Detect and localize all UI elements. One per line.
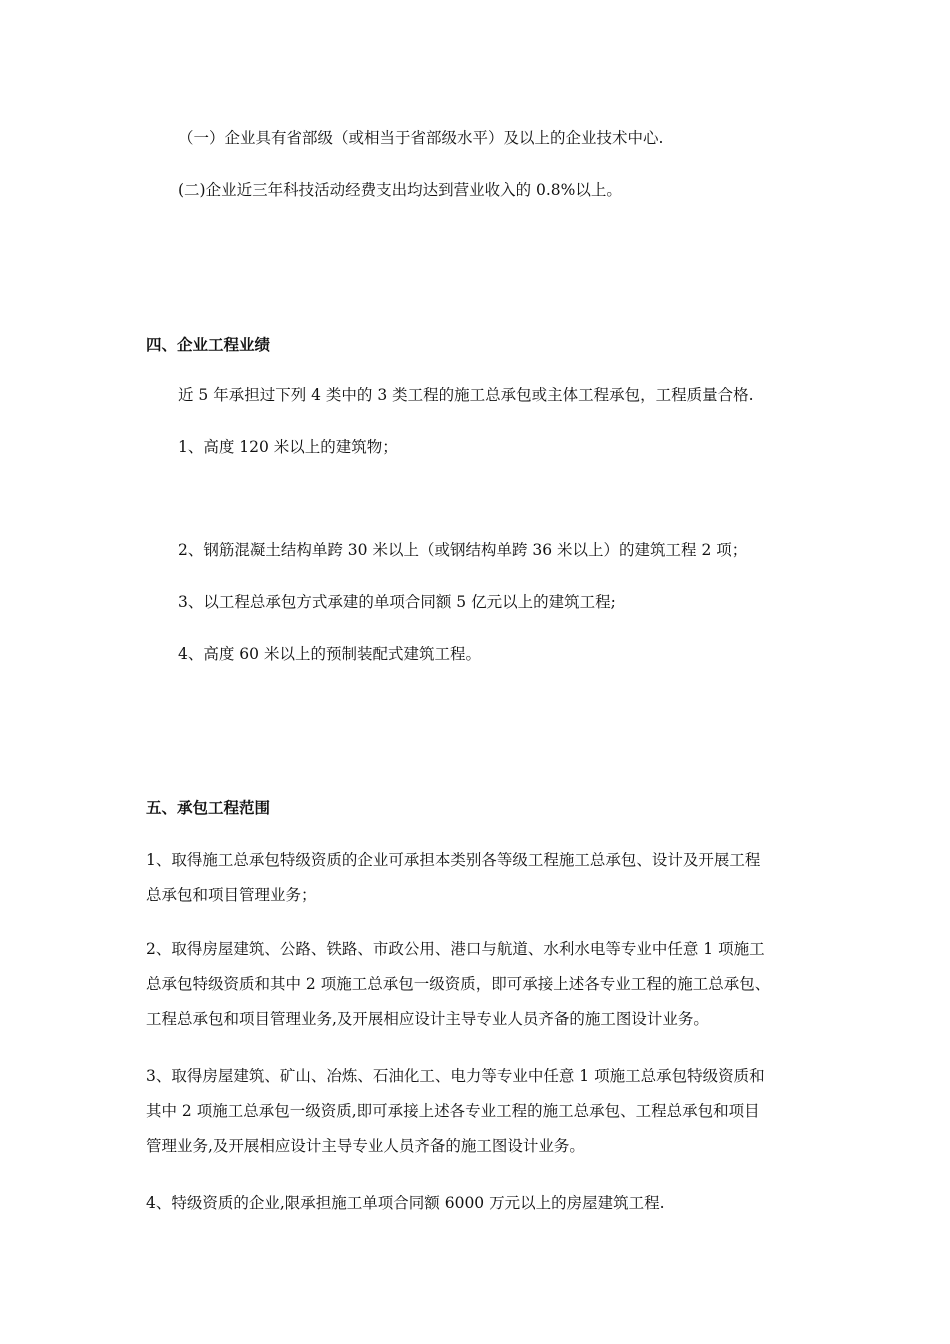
section4-item-2: 2、钢筋混凝土结构单跨 30 米以上（或钢结构单跨 36 米以上）的建筑工程 2 项； (178, 541, 748, 559)
section5-paragraph-1 (146, 843, 822, 913)
section5-paragraph-3 (146, 1059, 822, 1164)
paragraph-line: 总承包和项目管理业务； (146, 886, 317, 904)
section4-intro: 近 5 年承担过下列 4 类中的 3 类工程的施工总承包或主体工程承包，工程质量合格. (178, 386, 754, 404)
section5-paragraph-2 (146, 932, 822, 1037)
paragraph-line: 总承包特级资质和其中 2 项施工总承包一级资质，即可承接上述各专业工程的施工总承包、 (146, 975, 771, 993)
section4-heading: 四、企业工程业绩 (146, 336, 271, 354)
paragraph-line: 4、特级资质的企业,限承担施工单项合同额 6000 万元以上的房屋建筑工程. (146, 1194, 665, 1212)
paragraph-line: 其中 2 项施工总承包一级资质,即可承接上述各专业工程的施工总承包、工程总承包和项目 (146, 1102, 760, 1120)
paragraph-line: 2、取得房屋建筑、公路、铁路、市政公用、港口与航道、水利水电等专业中任意 1 项施工 (146, 940, 765, 958)
paragraph-line: 管理业务,及开展相应设计主导专业人员齐备的施工图设计业务。 (146, 1137, 585, 1155)
section5-heading: 五、承包工程范围 (146, 799, 271, 817)
section4-item-1: 1、高度 120 米以上的建筑物； (178, 438, 398, 456)
paragraph-line: 工程总承包和项目管理业务,及开展相应设计主导专业人员齐备的施工图设计业务。 (146, 1010, 709, 1028)
section5-paragraph-4 (146, 1186, 822, 1221)
section4-item-3: 3、以工程总承包方式承建的单项合同额 5 亿元以上的建筑工程; (178, 593, 616, 611)
section3-item-1: （一）企业具有省部级（或相当于省部级水平）及以上的企业技术中心. (178, 129, 664, 147)
paragraph-line: 1、取得施工总承包特级资质的企业可承担本类别各等级工程施工总承包、设计及开展工程 (146, 851, 761, 869)
section3-item-2: (二)企业近三年科技活动经费支出均达到营业收入的 0.8%以上。 (178, 181, 622, 199)
section4-item-4: 4、高度 60 米以上的预制装配式建筑工程。 (178, 645, 481, 663)
paragraph-line: 3、取得房屋建筑、矿山、冶炼、石油化工、电力等专业中任意 1 项施工总承包特级资质和 (146, 1067, 765, 1085)
